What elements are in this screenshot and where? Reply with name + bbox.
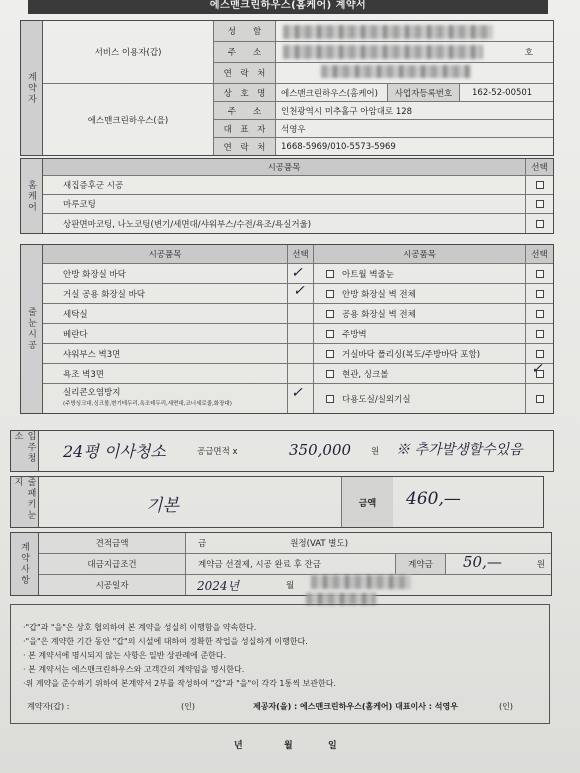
checkbox[interactable]: [536, 270, 544, 278]
contact-label: 연 락 처: [213, 62, 275, 83]
parties-side-label: 계약자: [21, 21, 43, 155]
date-label: 시공일자: [39, 574, 185, 595]
checkbox[interactable]: [326, 350, 334, 358]
handwritten-area: 24평 이사청소: [63, 442, 166, 461]
parties-section: [20, 20, 554, 156]
checkbox[interactable]: [326, 270, 334, 278]
date-value: 월: [185, 574, 551, 595]
notice-line: ·"갑"과 "을"은 상호 협의하여 본 계약을 성실히 이행함을 약속한다.: [23, 623, 257, 632]
handwritten-year: 2024년: [197, 579, 240, 593]
checkbox[interactable]: [536, 200, 544, 208]
grout-header-select-right: 선택: [525, 245, 553, 263]
handwritten-check-icon: ✓: [291, 265, 303, 281]
grout-select-right: [525, 283, 553, 303]
grout-select-left: [287, 303, 313, 323]
reg-no-value: 162-52-00501: [459, 83, 553, 101]
unit-suffix: 호: [524, 48, 533, 58]
grout-item-right: 안방 화장실 벽 전체: [313, 283, 525, 303]
checkbox[interactable]: [326, 370, 334, 378]
grout-select-left: [287, 363, 313, 383]
grout-select-right: [525, 303, 553, 323]
amount-label: 금액: [341, 477, 393, 527]
provider-seal: (인): [499, 702, 513, 711]
checkbox[interactable]: [536, 350, 544, 358]
checkbox[interactable]: [326, 395, 334, 403]
move-in-side-label: 입주청소: [11, 431, 39, 471]
company-phones-value: 1668-5969/010-5573-5969: [275, 137, 553, 155]
grout-item-right: 공용 화장실 벽 전체: [313, 303, 525, 323]
homecare-select: [525, 213, 553, 233]
grout-item-left: 욕조 벽3면: [43, 363, 287, 383]
grout-header-select-left: 선택: [287, 245, 313, 263]
grout-select-left: [287, 343, 313, 363]
ceo-value: 석영우: [275, 119, 553, 137]
handwritten-check-icon: ✓: [293, 283, 305, 299]
notice-line: · 본 계약서에 명시되지 않는 사항은 일반 상관례에 준한다.: [23, 651, 227, 660]
checkbox[interactable]: [536, 181, 544, 189]
handwritten-note: ※ 추가발생할수있음: [396, 442, 523, 458]
grout-item-right: 현관, 싱크볼: [313, 363, 525, 383]
company-party-label: 에스맨크린하우스(을): [43, 83, 213, 155]
checkbox[interactable]: [326, 330, 334, 338]
grout-item-left: 샤워부스 벽3면: [43, 343, 287, 363]
notice-line: ·위 계약을 준수하기 위하여 본계약서 2부를 작성하여 "갑"과 "을"이 각각 1통씩 보관한다.: [23, 679, 336, 688]
payment-label: 대금지급조건: [39, 553, 185, 574]
quote-label: 견적금액: [39, 533, 185, 553]
company-contact-label: 연 락 처: [213, 137, 275, 155]
redacted-name: [283, 25, 493, 39]
grout-select-right: [525, 323, 553, 343]
grout-section: [20, 244, 554, 414]
signer-a-label: 계약자(갑) :: [27, 702, 70, 711]
grout-select-left: [287, 323, 313, 343]
grout-package-side-label: 줄패키눈지: [11, 477, 39, 527]
grout-header-item-left: 시공품목: [43, 245, 287, 263]
handwritten-deposit: 50,—: [463, 553, 502, 571]
checkbox[interactable]: [326, 310, 334, 318]
company-address-label: 주 소: [213, 101, 275, 119]
checkbox[interactable]: [536, 290, 544, 298]
checkbox[interactable]: [536, 395, 544, 403]
trade-name-value: 에스맨크린하우스(홈케어): [275, 83, 387, 101]
won-label: 원: [371, 447, 380, 457]
notice-line: ·"을"은 계약한 기간 동안 "갑"의 시설에 대하여 정확한 작업을 성실하게 이행한다.: [23, 637, 308, 646]
homecare-select: [525, 194, 553, 213]
grout-side-label: 줄눈시공: [21, 245, 43, 413]
grout-item-right: 거실바닥 폴리싱(복도/주방바닥 포함): [313, 343, 525, 363]
handwritten-amount: 460,—: [406, 489, 461, 509]
grout-item-left: 실리콘오염방지 (주방싱크대,싱크볼,변기테두리,욕조테두리,세면대,코너세로줄,화장대): [43, 383, 287, 413]
signer-a-seal: (인): [181, 702, 195, 711]
grout-select-right: [525, 343, 553, 363]
quote-value: 금 원정(VAT 별도): [185, 533, 551, 553]
company-address-value: 인천광역시 미추홀구 아암대로 128: [275, 101, 553, 119]
grout-item-left: 안방 화장실 바닥: [43, 263, 287, 283]
deposit-value: 원: [445, 553, 551, 574]
contract-title: 에스맨크린하우스(홈케어) 계약서: [28, 0, 548, 14]
grout-select-right: [525, 263, 553, 283]
payment-value: 계약금 선결제, 시공 완료 후 잔금: [185, 553, 395, 574]
homecare-item: 마루코팅: [43, 194, 525, 213]
checkbox[interactable]: [536, 330, 544, 338]
name-label: 성 함: [213, 21, 275, 41]
grout-select-right: [525, 383, 553, 413]
grout-item-left: 거실 공용 화장실 바닥: [43, 283, 287, 303]
homecare-header-item: 시공품목: [43, 159, 525, 175]
trade-name-label: 상 호 명: [213, 83, 275, 101]
homecare-item: 새집증후군 시공: [43, 175, 525, 194]
grout-item-right: 다용도실/실외기실: [313, 383, 525, 413]
address-label: 주 소: [213, 41, 275, 62]
move-in-cleaning-section: [10, 430, 554, 472]
checkbox[interactable]: [536, 310, 544, 318]
handwritten-basic: 기본: [146, 496, 179, 516]
area-label: 공급면적 x: [197, 447, 238, 457]
handwritten-price: 350,000: [289, 441, 352, 459]
reg-no-label: 사업자등록번호: [387, 83, 459, 101]
service-user-label: 서비스 이용자(갑): [94, 48, 162, 58]
notice-line: · 본 계약서는 에스맨크린하우스와 고객간의 계약임을 명시한다.: [23, 665, 245, 674]
checkbox[interactable]: [326, 290, 334, 298]
terms-notice: [10, 604, 550, 724]
homecare-select: [525, 175, 553, 194]
checkbox[interactable]: [536, 220, 544, 228]
grout-package-section: [10, 476, 544, 528]
footer-date: 년 월 일: [234, 741, 337, 751]
grout-item-right: 아트월 벽줄눈: [313, 263, 525, 283]
ceo-label: 대 표 자: [213, 119, 275, 137]
redacted-date: [311, 575, 411, 589]
grout-item-right: 주방벽: [313, 323, 525, 343]
contract-terms-side-label: 계약사항: [11, 533, 39, 595]
handwritten-check-icon: ✓: [531, 361, 543, 377]
contract-terms-section: [10, 532, 552, 596]
provider-label: 제공자(을) : 에스맨크린하우스(홈케어) 대표이사 : 석영우: [253, 702, 458, 711]
homecare-header-select: 선택: [525, 159, 553, 175]
grout-item-left: 베란다: [43, 323, 287, 343]
homecare-side-label: 홈케어: [21, 159, 43, 233]
redacted-address: [283, 45, 483, 59]
homecare-section: [20, 158, 554, 234]
grout-header-item-right: 시공품목: [313, 245, 525, 263]
grout-item-left: 세탁실: [43, 303, 287, 323]
deposit-label: 계약금: [395, 553, 445, 574]
handwritten-check-icon: ✓: [291, 385, 303, 401]
homecare-item: 상판면마코팅, 나노코팅(변기/세면대/샤워부스/수전/욕조/욕실거울): [43, 213, 525, 233]
redacted-contact: [321, 65, 471, 78]
